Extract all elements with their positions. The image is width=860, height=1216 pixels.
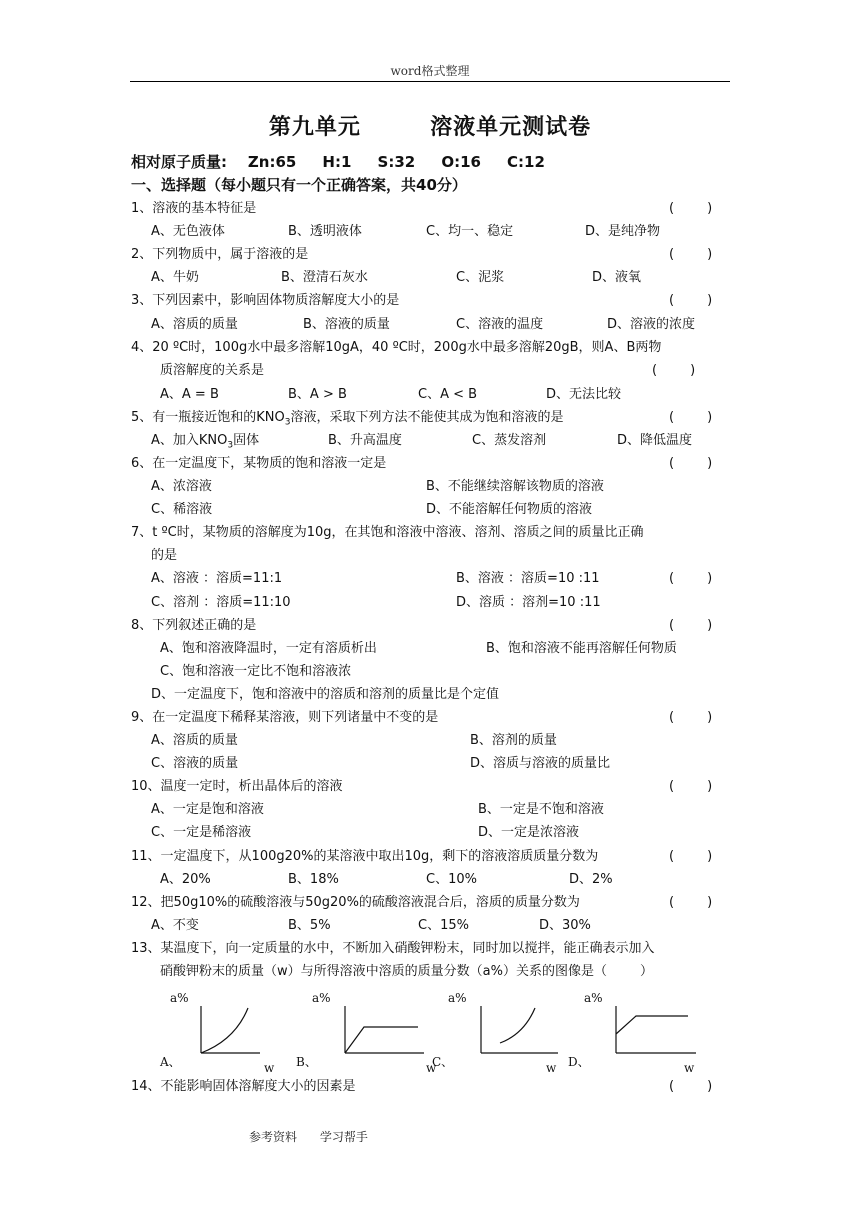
option-a: A、20% bbox=[160, 872, 211, 887]
option-a: A、饱和溶液降温时，一定有溶质析出 bbox=[160, 641, 377, 656]
x-axis-label: w bbox=[264, 1061, 275, 1075]
option-d: D、30% bbox=[539, 918, 591, 933]
question-stem-continued: 硝酸钾粉末的质量（w）与所得溶液中溶质的质量分数（a%）关系的图像是（ ） bbox=[160, 964, 654, 979]
option-label: A、 bbox=[160, 1055, 181, 1069]
question-stem: 9、在一定温度下稀释某溶液，则下列诸量中不变的是 bbox=[131, 710, 439, 725]
option-b: B、升高温度 bbox=[328, 433, 402, 448]
option-d: D、一定温度下，饱和溶液中的溶质和溶剂的质量比是个定值 bbox=[151, 687, 500, 702]
option-c: C、稀溶液 bbox=[151, 502, 213, 517]
answer-blank: ( ) bbox=[669, 779, 713, 794]
page-footer: 参考资料 学习帮手 bbox=[249, 1130, 368, 1144]
option-a: A、加入$KNO_3$固体 bbox=[151, 433, 260, 451]
option-a: A、溶质的质量 bbox=[151, 733, 238, 748]
option-b: B、18% bbox=[288, 872, 339, 887]
atomic-mass-line: 相对原子质量: Zn:65 H:1 S:32 O:16 C:12 bbox=[131, 153, 545, 171]
y-axis-label: a% bbox=[448, 991, 467, 1005]
option-b: B、溶液 ：溶质=10 :11 bbox=[456, 571, 600, 586]
option-c: C、饱和溶液一定比不饱和溶液浓 bbox=[160, 664, 352, 679]
section-title: 一、选择题（每小题只有一个正确答案，共40分） bbox=[131, 176, 467, 194]
option-b: B、一定是不饱和溶液 bbox=[478, 802, 604, 817]
option-c: C、溶液的温度 bbox=[456, 317, 544, 332]
option-a: A、牛奶 bbox=[151, 270, 199, 285]
question-stem-continued: 质溶解度的关系是 bbox=[160, 363, 265, 378]
option-b: B、澄清石灰水 bbox=[281, 270, 368, 285]
option-b: B、饱和溶液不能再溶解任何物质 bbox=[486, 641, 677, 656]
answer-blank: ( ) bbox=[669, 456, 713, 471]
option-c: C、15% bbox=[418, 918, 469, 933]
option-c: C、一定是稀溶液 bbox=[151, 825, 252, 840]
x-axis-label: w bbox=[426, 1061, 437, 1075]
option-c: C、A < B bbox=[418, 387, 478, 402]
question-stem: 12、把50g10%的硫酸溶液与50g20%的硫酸溶液混合后，溶质的质量分数为 bbox=[131, 895, 580, 910]
question-stem: 6、在一定温度下，某物质的饱和溶液一定是 bbox=[131, 456, 387, 471]
option-c: C、均一、稳定 bbox=[426, 224, 514, 239]
option-a: A、溶质的质量 bbox=[151, 317, 238, 332]
y-axis-label: a% bbox=[584, 991, 603, 1005]
option-d: D、一定是浓溶液 bbox=[478, 825, 580, 840]
option-d: D、是纯净物 bbox=[585, 224, 661, 239]
y-axis-label: a% bbox=[312, 991, 331, 1005]
answer-blank: ( ) bbox=[669, 293, 713, 308]
option-b: B、溶液的质量 bbox=[303, 317, 390, 332]
option-a: A、不变 bbox=[151, 918, 199, 933]
option-a: A、浓溶液 bbox=[151, 479, 212, 494]
option-b: B、5% bbox=[288, 918, 331, 933]
option-d: D、不能溶解任何物质的溶液 bbox=[426, 502, 593, 517]
question-stem: 11、一定温度下，从100g20%的某溶液中取出10g，剩下的溶液溶质质量分数为 bbox=[131, 849, 599, 864]
answer-blank: ( ) bbox=[669, 1079, 713, 1094]
question-stem: 13、某温度下，向一定质量的水中，不断加入硝酸钾粉末，同时加以搅拌，能正确表示加入 bbox=[131, 941, 655, 956]
question-stem: 7、t ºC时，某物质的溶解度为10g，在其饱和溶液中溶液、溶剂、溶质之间的质量比正确 bbox=[131, 525, 644, 540]
option-d: D、溶质 ：溶剂=10 :11 bbox=[456, 595, 601, 610]
question-stem: 4、20 ºC时，100g水中最多溶解10gA，40 ºC时，200g水中最多溶解20gB，则A、B两物 bbox=[131, 340, 662, 355]
option-b: B、A > B bbox=[288, 387, 347, 402]
option-c: C、10% bbox=[426, 872, 477, 887]
option-d: D、溶液的浓度 bbox=[607, 317, 696, 332]
option-c: C、溶液的质量 bbox=[151, 756, 239, 771]
option-label: C、 bbox=[432, 1055, 454, 1069]
answer-blank: ( ) bbox=[669, 247, 713, 262]
answer-blank: ( ) bbox=[669, 201, 713, 216]
question-stem: 1、溶液的基本特征是 bbox=[131, 201, 257, 216]
answer-blank: ( ) bbox=[669, 410, 713, 425]
option-a: A、无色液体 bbox=[151, 224, 225, 239]
option-d: D、2% bbox=[569, 872, 613, 887]
option-a: A、溶液 ：溶质=11:1 bbox=[151, 571, 283, 586]
graph-c bbox=[432, 988, 567, 1078]
option-c: C、泥浆 bbox=[456, 270, 505, 285]
graph-a bbox=[160, 988, 280, 1078]
answer-blank: ( ) bbox=[669, 895, 713, 910]
question-stem: 5、有一瓶接近饱和的$KNO_3$溶液，采取下列方法不能使其成为饱和溶液的是 bbox=[131, 410, 564, 428]
graph-d bbox=[568, 988, 698, 1078]
question-stem: 14、不能影响固体溶解度大小的因素是 bbox=[131, 1079, 356, 1094]
answer-blank: ( ) bbox=[669, 571, 713, 586]
x-axis-label: w bbox=[546, 1061, 557, 1075]
option-b: B、不能继续溶解该物质的溶液 bbox=[426, 479, 604, 494]
question-stem-continued: 的是 bbox=[151, 548, 178, 563]
question-stem: 10、温度一定时，析出晶体后的溶液 bbox=[131, 779, 343, 794]
option-d: D、无法比较 bbox=[546, 387, 622, 402]
x-axis-label: w bbox=[684, 1061, 695, 1075]
header-divider bbox=[130, 81, 730, 82]
answer-blank: ( ) bbox=[669, 618, 713, 633]
question-stem: 3、下列因素中，影响固体物质溶解度大小的是 bbox=[131, 293, 400, 308]
question-stem: 8、下列叙述正确的是 bbox=[131, 618, 257, 633]
answer-blank: ( ) bbox=[652, 363, 696, 378]
option-label: B、 bbox=[296, 1055, 317, 1069]
answer-blank: ( ) bbox=[669, 710, 713, 725]
option-a: A、一定是饱和溶液 bbox=[151, 802, 264, 817]
option-b: B、溶剂的质量 bbox=[470, 733, 557, 748]
answer-blank: ( ) bbox=[669, 849, 713, 864]
option-d: D、降低温度 bbox=[617, 433, 693, 448]
option-c: C、蒸发溶剂 bbox=[472, 433, 547, 448]
page-title: 第九单元 溶液单元测试卷 bbox=[268, 115, 592, 140]
option-d: D、溶质与溶液的质量比 bbox=[470, 756, 611, 771]
option-d: D、液氧 bbox=[592, 270, 642, 285]
option-label: D、 bbox=[568, 1055, 590, 1069]
option-a: A、A = B bbox=[160, 387, 219, 402]
graph-b bbox=[296, 988, 441, 1078]
option-b: B、透明液体 bbox=[288, 224, 362, 239]
option-c: C、溶剂 ：溶质=11:10 bbox=[151, 595, 291, 610]
question-stem: 2、下列物质中，属于溶液的是 bbox=[131, 247, 309, 262]
y-axis-label: a% bbox=[170, 991, 189, 1005]
page-header: word格式整理 bbox=[390, 64, 470, 78]
